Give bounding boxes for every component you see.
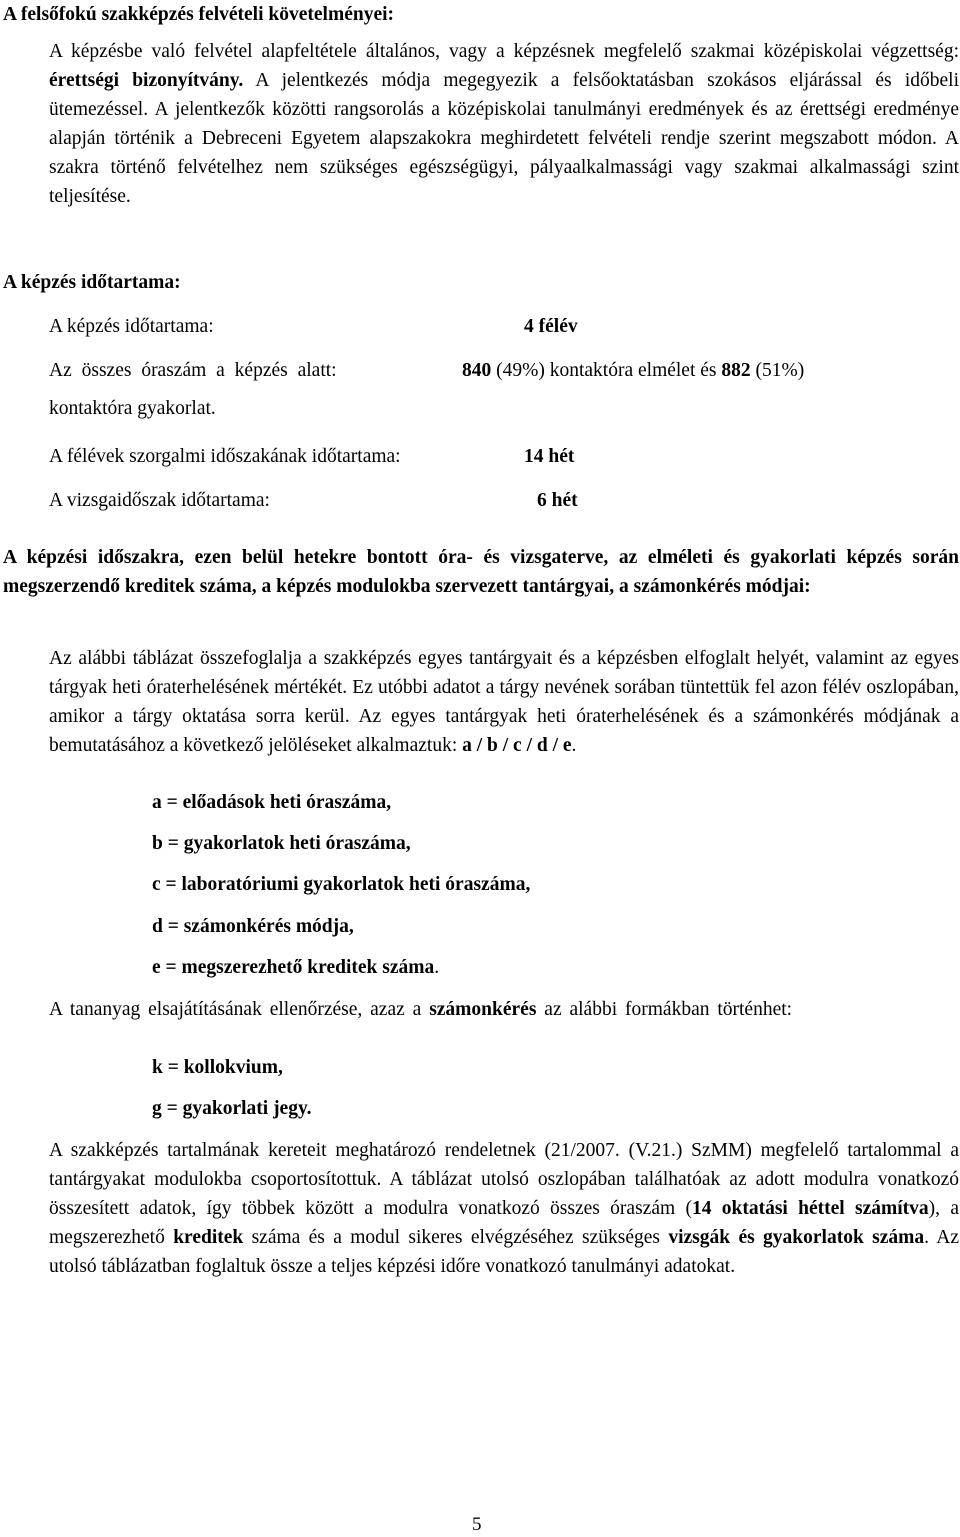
p2-run: Az alábbi táblázat összefoglalja a szakképzés egyes tantárgyait és a képzésben elfoglalt helyét, valamint az egyes tárgyak heti óraterhelésének mértékét. Ez utóbbi adatot a tárgy nevének sorában tüntettük fel azon félév oszlopában, amikor a tárgy oktatása sorra kerül. Az egyes tantárgyak heti óraterhelésének és a számonkérés módjának a bemutatásához a következő jelöléseket alkalmaztuk: [49,648,959,756]
p2-run: a / b / c / d / e [462,735,572,756]
notation-e: e = megszerezhető kreditek száma. [152,957,440,978]
semester-length-value: 14 hét [524,446,575,467]
exam-period-label: A vizsgaidőszak időtartama: [49,490,270,511]
p3-run: A tananyag elsajátításának ellenőrzése, azaz a [49,999,430,1020]
duration-value: 4 félév [524,316,578,337]
assessment-g: g = gyakorlati jegy. [152,1098,312,1119]
p3-run: számonkérés [429,999,537,1020]
modules-paragraph [49,1136,959,1281]
p1-run: A képzésbe való felvétel alapfeltétele általános, vagy a képzésnek megfelelő szakmai középiskolai végzettség: [49,41,959,62]
p4-run: száma és a modul sikeres elvégzéséhez szükséges [243,1227,669,1248]
p4-run: vizsgák és gyakorlatok száma [668,1227,925,1248]
p4-run: kreditek [173,1227,244,1248]
p4-run: . Az utolsó táblázatban foglaltuk össze a teljes képzési időre vonatkozó tanulmányi adatokat. [49,1227,959,1277]
p1-run: érettségi bizonyítvány. [49,70,244,91]
section-heading-duration: A képzés időtartama: [3,272,181,293]
exam-period-value: 6 hét [537,490,578,511]
assessment-paragraph [49,995,959,1024]
notation-d: d = számonkérés módja, [152,916,354,937]
total-hours-label: Az összes óraszám a képzés alatt: [49,360,337,381]
total-hours-value: 840 (49%) kontaktóra elmélet és 882 (51%) [462,360,805,381]
curriculum-paragraph [49,644,959,760]
page-number: 5 [472,1514,482,1535]
semester-length-label: A félévek szorgalmi időszakának időtartama: [49,446,401,467]
p4-run: A szakképzés tartalmának kereteit meghatározó rendeletnek (21/2007. (V.21.) SzMM) megfelelő tartalommal a tantárgyakat modulokba csoportosítottuk. A táblázat utolsó oszlopában találhatóak az adott modulra vonatkozó összesített adatok, így többek között a modulra vonatkozó összes óraszám ( [49,1140,959,1219]
p3-run: az alábbi formákban történhet: [536,999,793,1020]
duration-label: A képzés időtartama: [49,316,214,337]
admission-paragraph [49,37,959,211]
notation-a: a = előadások heti óraszáma, [152,792,392,813]
p2-run: . [571,735,577,756]
total-hours-continuation: kontaktóra gyakorlat. [49,398,216,419]
p1-run: A jelentkezés módja megegyezik a felsőoktatásban szokásos eljárással és időbeli ütemezéssel. A jelentkezők közötti rangsorolás a középiskolai tanulmányi eredmények és az érettségi eredménye alapján történik a Debreceni Egyetem alapszakokra meghirdetett felvételi rendje szerint megszabott módon. A szakra történő felvételhez nem szükséges egészségügyi, pályaalkalmassági vagy szakmai alkalmassági szint teljesítése. [49,70,959,207]
assessment-k: k = kollokvium, [152,1057,283,1078]
notation-c: c = laboratóriumi gyakorlatok heti óraszáma, [152,874,531,895]
section-heading-curriculum: A képzési időszakra, ezen belül hetekre bontott óra- és vizsgaterve, az elméleti és gyakorlati képzés során megszerzendő kreditek száma, a képzés modulokba szervezett tantárgyai, a számonkérés módjai: [3,547,959,597]
section-heading-admission: A felsőfokú szakképzés felvételi követelményei: [3,4,395,25]
p4-run: 14 oktatási héttel számítva [691,1198,929,1219]
p4-run: ), a megszerezhető [49,1198,959,1248]
notation-b: b = gyakorlatok heti óraszáma, [152,833,411,854]
